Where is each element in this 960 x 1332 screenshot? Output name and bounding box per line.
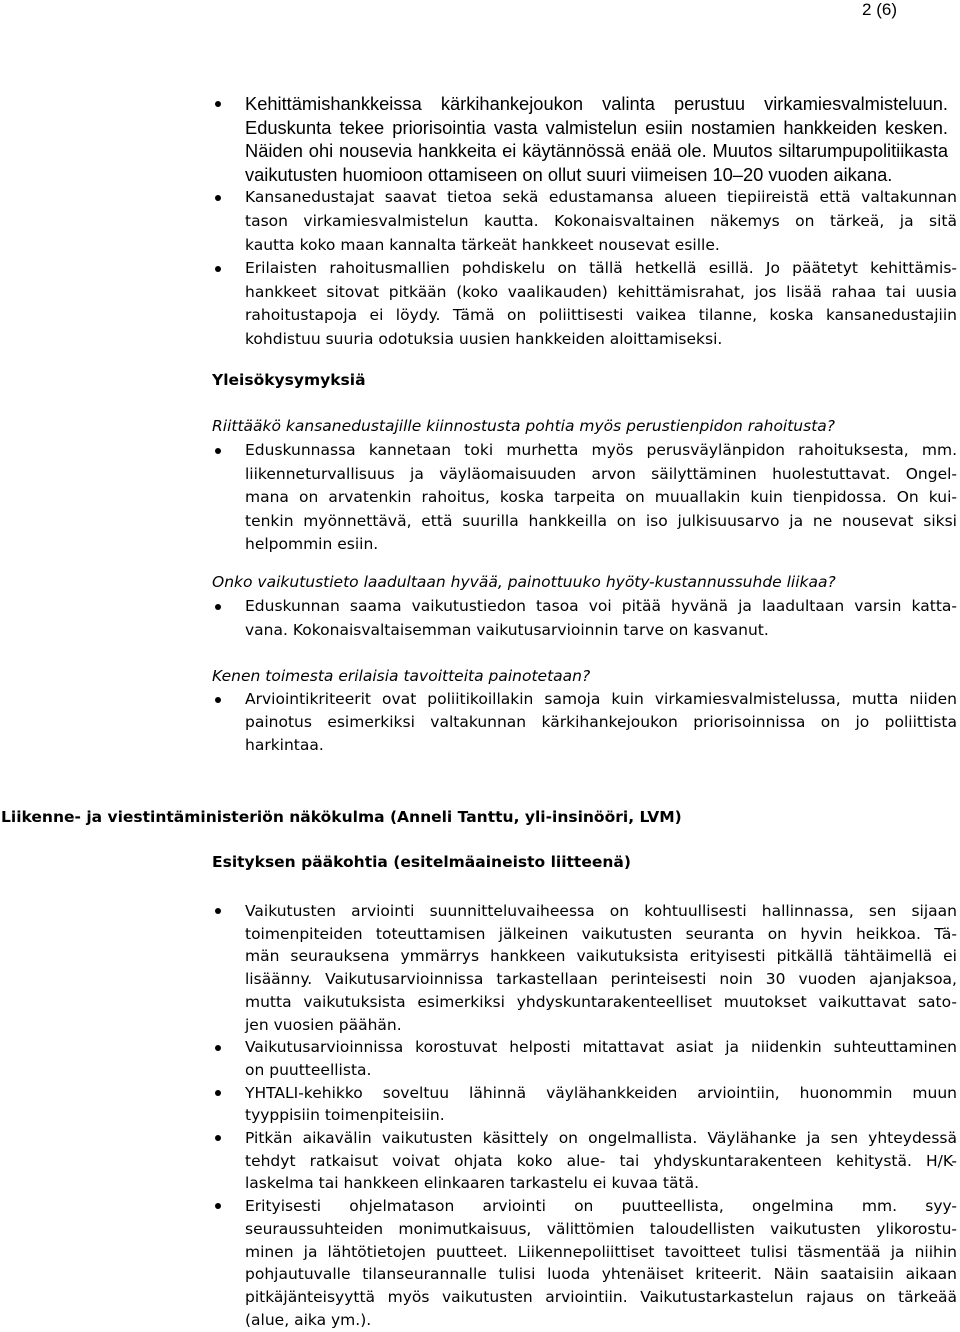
bullet-item — [245, 257, 957, 351]
bullet-item — [245, 688, 957, 758]
text-line: Kansanedustajat saavat tietoa sekä edustamansa alueen tiepiireistä että valtakunnan — [245, 188, 957, 207]
bullet-icon — [215, 448, 221, 454]
bullet-icon — [215, 266, 221, 272]
text-line: kautta koko maan kannalta tärkeät hankkeet nousevat esille. — [245, 235, 720, 254]
text-line: laskelma tai hankkeen elinkaaren tarkastelu ei kuvaa tätä. — [245, 1174, 700, 1193]
text-line: vana. Kokonaisvaltaisemman vaikutusarvioinnin tarve on kasvanut. — [245, 620, 769, 639]
bullet-item — [245, 900, 957, 1036]
bullet-item — [245, 1127, 957, 1195]
sub-heading: Esityksen pääkohtia (esitelmäaineisto liitteenä) — [212, 853, 631, 871]
section-heading: Liikenne- ja viestintäministeriön näkökulma (Anneli Tanttu, yli-insinööri, LVM) — [1, 808, 682, 826]
text-line: liikenneturvallisuus ja väyläomaisuuden arvon säilyttäminen huolestuttavat. Ongel- — [245, 464, 957, 483]
text-line: tehdyt ratkaisut voivat ohjata koko alue- tai yhdyskuntarakenteen kehitystä. H/K- — [245, 1151, 957, 1170]
bullet-icon — [215, 101, 221, 107]
text-line: Arviointikriteerit ovat poliitikoillakin samoja kuin virkamiesvalmistelussa, mutta niiden — [245, 690, 957, 708]
text-line: Erilaisten rahoitusmallien pohdiskelu on tällä hetkellä esillä. Jo päätetyt kehittämis- — [245, 259, 957, 278]
text-line: jen vuosien päähän. — [245, 1015, 402, 1034]
text-line: YHTALI-kehikko soveltuu lähinnä väylähankkeiden arviointiin, huonommin muun — [245, 1083, 957, 1102]
text-line: lisäänny. Vaikutusarvioinnissa tarkastellaan perinteisesti noin 30 vuoden ajanjaksoa, — [245, 970, 957, 989]
bullet-item — [245, 186, 957, 257]
text-line: minen ja lähtötietojen puutteet. Liikennepoliittiset tavoitteet tulisi täsmentää ja niihin — [245, 1242, 957, 1261]
bullet-item — [245, 92, 948, 186]
bullet-item — [245, 1082, 957, 1127]
bullet-icon — [215, 1045, 221, 1051]
text-line: painotus esimerkiksi valtakunnan kärkihankejoukon priorisoinnissa on jo poliittista — [245, 713, 957, 732]
text-line: helpommin esiin. — [245, 535, 379, 553]
bullet-icon — [215, 697, 221, 703]
text-line: mana on arvatenkin rahoitus, koska tarpeita on muuallakin kuin tienpidossa. On kui- — [245, 488, 957, 506]
answer-bullet-list — [245, 688, 957, 758]
question-heading: Kenen toimesta erilaisia tavoitteita painotetaan? — [212, 667, 591, 685]
section-heading: Yleisökysymyksiä — [212, 371, 366, 389]
text-line: Eduskunnan saama vaikutustiedon tasoa voi pitää hyvänä ja laadultaan varsin katta- — [245, 597, 957, 615]
text-line: Vaikutusarvioinnissa korostuvat helposti mitattavat asiat ja niidenkin suhteuttaminen — [245, 1038, 957, 1057]
bullet-item — [245, 1036, 957, 1081]
text-line: tason virkamiesvalmistelun kautta. Kokonaisvaltainen näkemys on tärkeä, ja sitä — [245, 211, 957, 230]
text-line: Eduskunta tekee priorisointia vasta valmistelun esiin nostamien hankkeiden kesken. — [245, 116, 948, 138]
text-line: tyyppisiin toimenpiteisiin. — [245, 1106, 445, 1125]
text-line: pohjautuvalle tilanseurannalle tulisi luoda yhtenäiset kriteerit. Näin saataisiin aikaan — [245, 1265, 957, 1284]
intro-bullet-list — [245, 92, 957, 352]
bullet-item — [245, 595, 957, 642]
bullet-icon — [215, 604, 221, 610]
text-line: rahoitustapoja ei löydy. Tämä on poliittisesti vaikea tilanne, koska kansanedustajiin — [245, 306, 957, 325]
bullet-icon — [215, 195, 221, 201]
bullet-icon — [215, 908, 221, 914]
text-line: Vaikutusten arviointi suunnitteluvaiheessa on kohtuullisesti hallinnassa, sen sijaan — [245, 902, 957, 920]
text-line: toimenpiteiden toteuttamisen jälkeinen vaikutusten seuranta on hyvin heikkoa. Tä- — [245, 924, 957, 943]
text-line: kohdistuu suuria odotuksia uusien hankkeiden aloittamiseksi. — [245, 329, 723, 348]
text-line: seuraussuhteiden monimutkaisuus, välittömien taloudellisten vaikutusten ylikorostu- — [245, 1219, 957, 1238]
answer-bullet-list — [245, 439, 957, 557]
text-line: Näiden ohi nousevia hankkeita ei käytännössä enää ole. Muutos siltarumpupolitiikasta — [245, 140, 948, 162]
text-line: hankkeet sitovat pitkään (koko vaalikauden) kehittämisrahat, jos lisää rahaa tai uusia — [245, 282, 957, 301]
text-line: vaikutusten huomioon ottamiseen on ollut suuri viimeisen 10–20 vuoden aikana. — [245, 163, 893, 185]
bullet-item — [245, 1195, 957, 1331]
text-line: harkintaa. — [245, 736, 324, 755]
text-line: Pitkän aikavälin vaikutusten käsittely on ongelmallista. Väylähanke ja sen yhteydessä — [245, 1129, 957, 1148]
main-points-list — [245, 900, 957, 1331]
text-line: on puutteellista. — [245, 1060, 372, 1079]
bullet-item — [245, 439, 957, 557]
text-line: pitkäjänteisyyttä myös vaikutusten arviointiin. Vaikutustarkastelun rajaus on tärkeää — [245, 1287, 957, 1306]
text-line: (alue, aika ym.). — [245, 1310, 372, 1329]
text-line: Kehittämishankkeissa kärkihankejoukon valinta perustuu virkamiesvalmisteluun. — [245, 93, 948, 114]
question-heading: Onko vaikutustieto laadultaan hyvää, painottuuko hyöty-kustannussuhde liikaa? — [212, 573, 836, 591]
text-line: män seurauksena ymmärrys hankkeen vaikutuksista erityisesti pitkällä tähtäimellä ei — [245, 947, 957, 966]
text-line: Eduskunnassa kannetaan toki murhetta myös perusväylänpidon rahoituksesta, mm. — [245, 441, 957, 459]
bullet-icon — [215, 1090, 221, 1096]
page-number: 2 (6) — [862, 0, 897, 19]
text-line: mutta vaikutuksista esimerkiksi yhdyskuntarakenteelliset muutokset vaikuttavat sato- — [245, 992, 957, 1011]
question-heading: Riittääkö kansanedustajille kiinnostusta pohtia myös perustienpidon rahoitusta? — [212, 417, 836, 435]
text-line: tenkin myönnettävä, että suurilla hankkeilla on iso julkisuusarvo ja ne nousevat siksi — [245, 511, 957, 530]
answer-bullet-list — [245, 595, 957, 642]
bullet-icon — [215, 1135, 221, 1141]
text-line: Erityisesti ohjelmatason arviointi on puutteellista, ongelmina mm. syy- — [245, 1197, 957, 1216]
bullet-icon — [215, 1203, 221, 1209]
